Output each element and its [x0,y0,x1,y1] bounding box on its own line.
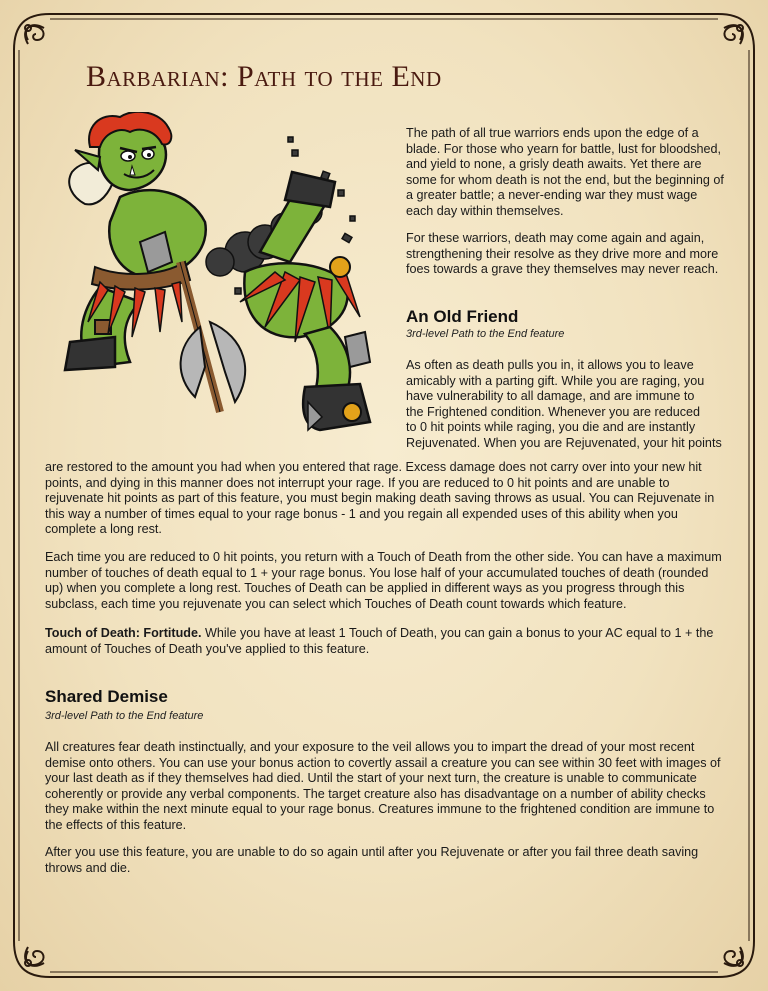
text-line: the Frightened condition. Whenever you are reduced [406,404,701,419]
text-line: have vulnerability to all damage, and are immune to [406,389,695,403]
old-friend-paragraph-2: Each time you are reduced to 0 hit points, you return with a Touch of Death from the other side. You can have a maximum number of touches of death equal to 1 + your rage bonus. You lose half of your accumulated touches of death (rounded up) when you complete a long rest. Touches of Death can be applied in different ways as you progress through this subclass, each time you rejuvenate you can select which Touches of Death count towards which feature. [45,550,722,611]
old-friend-paragraph-1-continued: are restored to the amount you had when you entered that rage. Excess damage does not carry over into your new hit points, and dying in this manner does not interrupt your rage. If you are reduced to 0 hit points and are unable to rejuvenate hit points as part of this feature, you must begin making death saving throws as usual. You can Rejuvenate in this way a number of times equal to your rage bonus - 1 and you regain all expended uses of this ability when you complete a long rest. [45,460,715,536]
old-friend-paragraph-1-column [406,358,736,451]
heading-old-friend: An Old Friend [406,307,519,326]
text-line: to 0 hit points while raging, you die and are instantly [406,420,696,434]
fortitude-paragraph [45,626,725,657]
shared-demise-paragraph-1: All creatures fear death instinctually, and your exposure to the veil allows you to impart the dread of your most recent demise onto others. You can use your bonus action to covertly assail a creature you can see within 30 feet with images of your last death as if they themselves had died. Until the start of your next turn, the creature is unable to communicate coherently or provide any verbal components. The target creature also has disadvantage on a number of ability checks they make within the next minute equal to your rage bonus. Creatures immune to the frightened condition are immune to the effects of this feature. [45,740,721,832]
fortitude-label: Touch of Death: Fortitude. [45,626,202,640]
shared-demise-paragraph-2: After you use this feature, you are unable to do so again until after you Rejuvenate or after you fail three death saving throws and die. [45,845,699,875]
intro-paragraph-1: The path of all true warriors ends upon the edge of a blade. For those who yearn for battle, lust for bloodshed, and yield to none, a grisly death awaits. Yet there are some for whom death is not the end, but the beginning of a greater battle; a never-ending war they must wage each day within themselves. [406,126,724,218]
fortitude-text: While you have at least 1 Touch of Death, you can gain a bonus to your AC equal to 1 + the amount of Touches of Death you've applied to this feature. [45,626,714,656]
intro-paragraph-2: For these warriors, death may come again and again, strengthening their resolve as they drive more and more foes towards a grave they themselves may never reach. [406,231,719,276]
page-title: Barbarian: Path to the End [86,60,442,93]
subheading-old-friend: 3rd-level Path to the End feature [406,328,565,340]
text-line: Rejuvenated. When you are Rejuvenated, your hit points [406,435,722,450]
text-line: amicably with a parting gift. While you are raging, you [406,373,705,388]
heading-shared-demise: Shared Demise [45,687,168,706]
subheading-shared-demise: 3rd-level Path to the End feature [45,710,204,722]
text-line: As often as death pulls you in, it allows you to leave [406,358,694,372]
green-orc-barbarian-illustration [60,112,400,457]
